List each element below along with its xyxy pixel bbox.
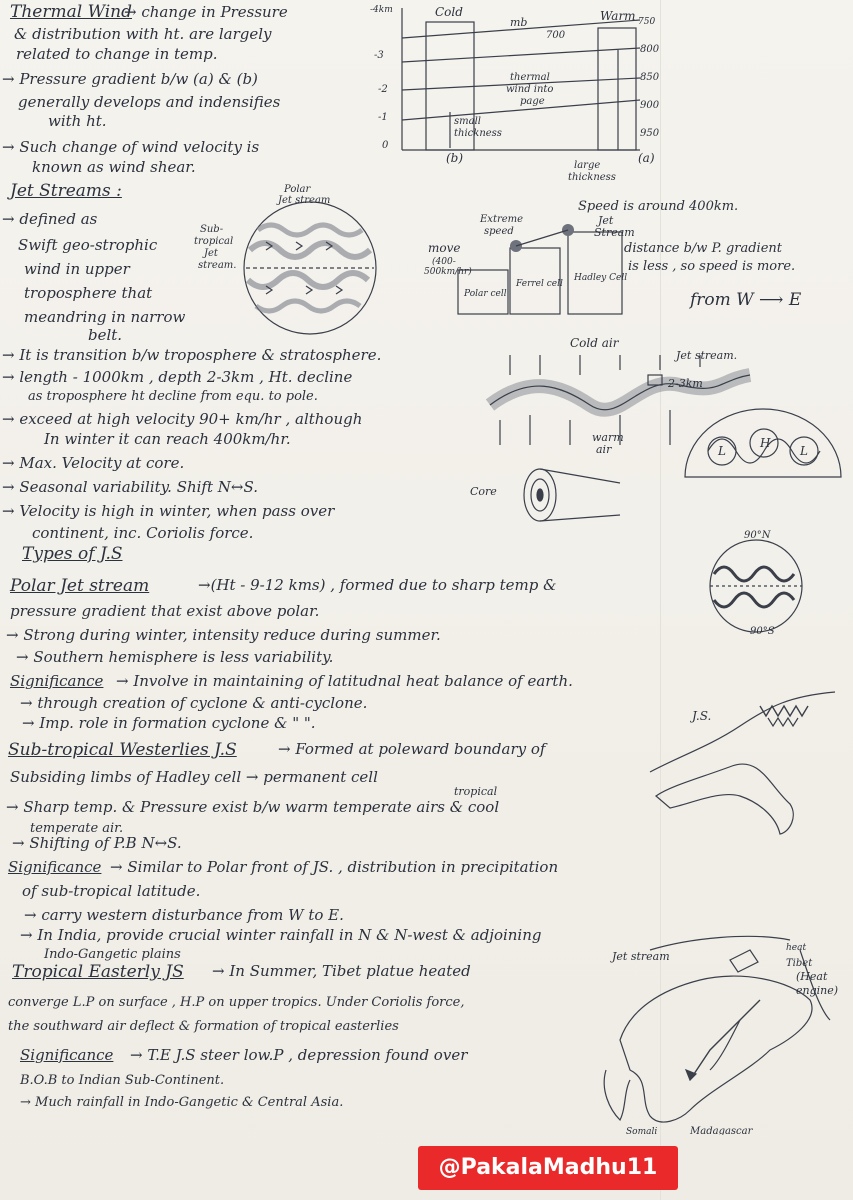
tropical-significance-line: → Much rainfall in Indo-Gangetic & Central Asia. [20,1095,344,1110]
subtropical-js-heading: Sub-tropical Westerlies J.S [8,740,237,760]
distance-note: is less , so speed is more. [628,259,796,274]
jet-stream-label: Jet stream. [676,349,738,362]
te-map-label: Jet stream [612,950,670,963]
jet-streams-line: Swift geo-strophic [18,236,158,254]
tropical-easterly-map-sketch [590,920,850,1135]
te-map-label: Madagascar [690,1126,753,1135]
polar-js-heading: Polar Jet stream [10,576,150,596]
pressure-mark: L [800,444,808,458]
polar-js-line: → Southern hemisphere is less variability. [16,648,334,666]
jet-streams-line: belt. [88,326,123,344]
jet-streams-line: → Velocity is high in winter, when pass over [2,502,335,520]
types-heading: Types of J.S [22,544,123,564]
subtropical-jet-label: Sub- [200,224,224,235]
thermal-wind-label: wind into [506,84,554,95]
cold-label: Cold [435,5,463,19]
polar-js-line: → Strong during winter, intensity reduce during summer. [6,626,441,644]
te-map-label: engine) [796,984,839,997]
subtropical-significance-line: Indo-Gangetic plains [44,947,181,962]
tropical-note: tropical [454,785,498,798]
cell-label: Hadley Cell [574,273,628,283]
distance-note: distance b/w P. gradient [624,241,782,256]
jet-streams-line: → Seasonal variability. Shift N↔S. [2,478,258,496]
subtropical-js-line: → Shifting of P.B N↔S. [12,834,182,852]
subtropical-significance-label: Significance [8,858,102,876]
y-tick: 0 [382,140,389,151]
south-pole-label: 90°S [750,626,775,637]
isobar-label: 750 [638,17,656,27]
isobar-label: 850 [640,72,660,83]
tropical-significance-line: → T.E J.S steer low.P , depression found over [130,1046,468,1064]
polar-significance-label: Significance [10,672,104,690]
jet-streams-line: → defined as [2,210,98,228]
move-label: (400- [432,257,456,267]
y-tick: -3 [374,50,384,61]
tropical-easterly-heading: Tropical Easterly JS [12,962,184,982]
small-thickness-label: small [454,116,481,127]
thermal-wind-label: thermal [510,72,550,83]
thermal-wind-line: with ht. [48,112,107,130]
thermal-wind-definition: → change in Pressure [124,3,288,21]
jet-streams-heading: Jet Streams : [10,181,122,201]
jet-streams-line: meandring in narrow [24,308,186,326]
subtropical-jet-label: Jet [204,248,218,259]
y-tick: -2 [378,84,388,95]
polar-js-line: pressure gradient that exist above polar. [10,602,320,620]
extreme-speed-label: Extreme [480,214,524,225]
warm-air-label: warm [592,431,624,444]
polar-jet-label: Jet stream [278,195,331,206]
mb-label: mb [510,16,528,29]
y-tick: -4km [370,5,393,15]
polar-significance-line: → Involve in maintaining of latitudnal heat balance of earth. [116,672,573,690]
jet-map-label: J.S. [692,709,712,723]
thermal-wind-heading: Thermal Wind [10,2,133,22]
pressure-hemisphere-sketch [680,405,850,485]
isobar-label: 800 [640,44,660,55]
te-map-label: Tibet [786,958,813,969]
subtropical-jet-label: tropical [194,236,234,247]
meandering-globe-sketch [700,528,820,638]
author-watermark: @PakalaMadhu11 [418,1146,678,1190]
label-a: (a) [638,151,655,165]
depth-label: 2-3km [668,377,703,390]
jet-stream-label: Stream [594,226,635,239]
core-label: Core [470,485,497,498]
jet-streams-line: wind in upper [24,260,130,278]
thermal-wind-line: → Pressure gradient b/w (a) & (b) [2,70,258,88]
jet-streams-line: as troposphere ht decline from equ. to pole. [28,389,318,404]
jet-stream-globe-sketch [188,180,388,350]
tropical-easterly-line: converge L.P on surface , H.P on upper tropics. Under Coriolis force, [8,995,465,1010]
india-jet-map-sketch [640,686,845,836]
thermal-wind-line: & distribution with ht. are largely [14,25,272,43]
subtropical-jet-label: stream. [198,260,237,271]
jet-streams-line: In winter it can reach 400km/hr. [44,430,291,448]
jet-stream-label: Jet [598,214,614,227]
label-b: (b) [446,151,464,165]
jet-streams-line: troposphere that [24,284,153,302]
isobar-label: 700 [546,30,566,41]
subtropical-significance-line: → Similar to Polar front of JS. , distribution in precipitation [110,858,559,876]
te-map-label: (Heat [796,970,828,983]
thermal-wind-line: generally develops and indensifies [18,93,281,111]
cell-label: Ferrel cell [516,279,563,289]
subtropical-js-line: temperate air. [30,821,124,836]
tropical-significance-line: B.O.B to Indian Sub-Continent. [20,1073,225,1088]
y-tick: -1 [378,112,388,123]
jet-streams-line: continent, inc. Coriolis force. [32,524,254,542]
polar-significance-line: → through creation of cyclone & anti-cyclone. [20,694,368,712]
tropical-easterly-line: → In Summer, Tibet platue heated [212,962,471,980]
move-label: 500km/hr) [424,267,472,277]
pressure-mark: L [718,444,726,458]
jet-speed-note: Speed is around 400km. [578,199,739,214]
tropical-easterly-line: the southward air deflect & formation of tropical easterlies [8,1019,399,1034]
thermal-wind-line: → Such change of wind velocity is [2,138,260,156]
polar-jet-label: Polar [284,184,311,195]
warm-air-label: air [596,443,612,456]
cold-air-label: Cold air [570,336,619,350]
subtropical-js-line: Subsiding limbs of Hadley cell → permanent cell [10,768,378,786]
subtropical-significance-line: → carry western disturbance from W to E. [24,906,344,924]
jet-streams-line: → Max. Velocity at core. [2,454,185,472]
polar-significance-line: → Imp. role in formation cyclone & " ". [22,714,316,732]
subtropical-significance-line: of sub-tropical latitude. [22,882,201,900]
small-thickness-label: thickness [454,128,502,139]
subtropical-js-line: → Formed at poleward boundary of [278,740,546,758]
isobar-label: 950 [640,128,660,139]
direction-note: from W ⟶ E [690,290,802,310]
thermal-wind-line: related to change in temp. [16,45,218,63]
jet-streams-line: → exceed at high velocity 90+ km/hr , although [2,410,363,428]
subtropical-significance-line: → In India, provide crucial winter rainfall in N & N-west & adjoining [20,926,542,944]
north-pole-label: 90°N [744,530,771,541]
warm-label: Warm [600,9,636,23]
te-map-label: heat [786,943,807,953]
extreme-speed-label: speed [484,226,514,237]
large-thickness-label: thickness [568,172,616,183]
thermal-wind-diagram [360,0,660,185]
jet-streams-line: → length - 1000km , depth 2-3km , Ht. decline [2,368,353,386]
pressure-mark: H [760,436,771,450]
isobar-label: 900 [640,100,660,111]
te-map-label: Somali [626,1127,658,1135]
move-label: move [428,241,461,255]
jet-core-sketch [470,465,630,535]
thermal-wind-label: page [520,96,545,107]
subtropical-js-line: → Sharp temp. & Pressure exist b/w warm temperate airs & cool [6,798,500,816]
polar-js-line: →(Ht - 9-12 kms) , formed due to sharp temp & [198,576,557,594]
thermal-wind-line: known as wind shear. [32,158,196,176]
large-thickness-label: large [574,160,601,171]
tropical-significance-label: Significance [20,1046,114,1064]
jet-streams-line: → It is transition b/w troposphere & stratosphere. [2,346,382,364]
cell-label: Polar cell [464,289,507,299]
